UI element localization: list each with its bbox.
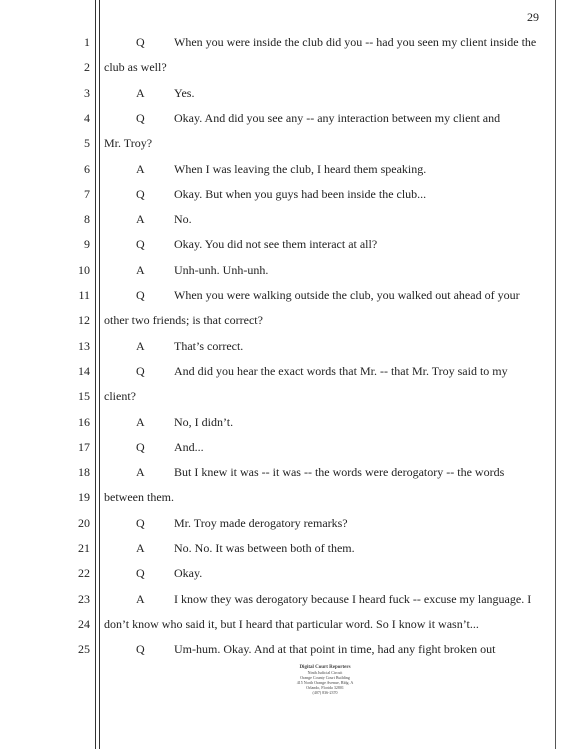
- line-number: 16: [78, 414, 90, 429]
- line-number: 18: [78, 465, 90, 480]
- line-text: But I knew it was -- it was -- the words were derogatory -- the words: [174, 465, 505, 480]
- line-number: 2: [84, 60, 90, 75]
- line-text: Okay. And did you see any -- any interaction between my client and: [174, 110, 501, 125]
- line-text: And...: [174, 439, 204, 454]
- left-margin-rule-outer: [95, 0, 96, 749]
- speaker-tag: A: [136, 262, 145, 277]
- speaker-tag: Q: [136, 515, 145, 530]
- speaker-tag: Q: [136, 237, 145, 252]
- transcript-line: [104, 389, 552, 404]
- line-text: Um-hum. Okay. And at that point in time, had any fight broken out: [174, 642, 496, 657]
- speaker-tag: A: [136, 85, 145, 100]
- line-text: Mr. Troy?: [104, 136, 153, 151]
- line-text: No, I didn’t.: [174, 414, 234, 429]
- line-text: Yes.: [174, 85, 195, 100]
- footer-title: Digital Court Reporters: [299, 665, 351, 670]
- line-text: No.: [174, 212, 192, 227]
- line-number: 22: [78, 566, 90, 581]
- line-number: 13: [78, 338, 90, 353]
- right-margin-rule: [555, 0, 556, 749]
- speaker-tag: Q: [136, 186, 145, 201]
- court-reporter-footer: [280, 665, 370, 695]
- speaker-tag: Q: [136, 35, 145, 49]
- footer-line: Orange County Court Building: [300, 675, 350, 680]
- line-text: Unh-unh. Unh-unh.: [174, 262, 269, 277]
- line-number: 7: [84, 186, 90, 201]
- speaker-tag: Q: [136, 642, 145, 657]
- line-number: 3: [84, 85, 90, 100]
- line-text: between them.: [104, 490, 174, 505]
- transcript-line: [104, 490, 552, 505]
- footer-line: 415 North Orange Avenue, Bldg. A: [296, 680, 354, 685]
- transcript-line: [104, 60, 552, 75]
- speaker-tag: A: [136, 465, 145, 480]
- line-number: 12: [78, 313, 90, 328]
- footer-line: Ninth Judicial Circuit: [307, 670, 343, 675]
- page-number: 29: [527, 10, 539, 24]
- line-number: 4: [84, 110, 90, 125]
- speaker-tag: A: [136, 541, 145, 555]
- speaker-tag: Q: [136, 363, 145, 378]
- line-text: When you were walking outside the club, you walked out ahead of your: [174, 288, 520, 302]
- line-number: 19: [78, 490, 90, 505]
- line-text: When I was leaving the club, I heard them speaking.: [174, 161, 427, 176]
- speaker-tag: A: [136, 414, 145, 429]
- speaker-tag: A: [136, 161, 145, 176]
- line-text: Okay. But when you guys had been inside the club...: [174, 186, 427, 201]
- line-number: 17: [78, 439, 90, 454]
- line-number: 1: [84, 35, 90, 49]
- line-number: 5: [84, 136, 90, 151]
- line-number: 25: [78, 642, 90, 657]
- line-text: Okay.: [174, 566, 203, 581]
- speaker-tag: Q: [136, 288, 145, 302]
- speaker-tag: Q: [136, 439, 145, 454]
- speaker-tag: A: [136, 212, 145, 227]
- footer-line: Orlando, Florida 32801: [306, 685, 344, 690]
- speaker-tag: A: [136, 591, 145, 606]
- line-number: 14: [78, 363, 90, 378]
- speaker-tag: A: [136, 338, 145, 353]
- line-number: 15: [78, 389, 90, 404]
- line-number: 8: [84, 212, 90, 227]
- transcript-line: [104, 617, 552, 632]
- line-number: 10: [78, 262, 90, 277]
- line-number: 21: [78, 541, 90, 555]
- speaker-tag: Q: [136, 566, 145, 581]
- line-text: And did you hear the exact words that Mr. -- that Mr. Troy said to my: [174, 363, 508, 378]
- line-text: When you were inside the club did you -- had you seen my client inside the: [174, 35, 537, 49]
- line-text: other two friends; is that correct?: [104, 313, 263, 328]
- line-number: 11: [78, 288, 90, 302]
- transcript-line: [104, 136, 552, 151]
- line-text: That’s correct.: [174, 338, 244, 353]
- line-number: 20: [78, 515, 90, 530]
- line-text: club as well?: [104, 60, 167, 75]
- line-text: No. No. It was between both of them.: [174, 541, 355, 555]
- line-text: Okay. You did not see them interact at all?: [174, 237, 378, 252]
- line-text: Mr. Troy made derogatory remarks?: [174, 515, 348, 530]
- transcript-line: [104, 313, 552, 328]
- left-margin-rule-inner: [99, 0, 100, 749]
- line-number: 6: [84, 161, 90, 176]
- line-number: 9: [84, 237, 90, 252]
- line-text: don’t know who said it, but I heard that particular word. So I know it wasn’t...: [104, 616, 479, 631]
- speaker-tag: Q: [136, 110, 145, 125]
- line-number: 24: [78, 616, 90, 631]
- line-number: 23: [78, 591, 90, 606]
- line-text: I know they was derogatory because I heard fuck -- excuse my language. I: [174, 591, 532, 606]
- footer-line: (407) 836-2370: [312, 690, 338, 695]
- line-text: client?: [104, 389, 136, 404]
